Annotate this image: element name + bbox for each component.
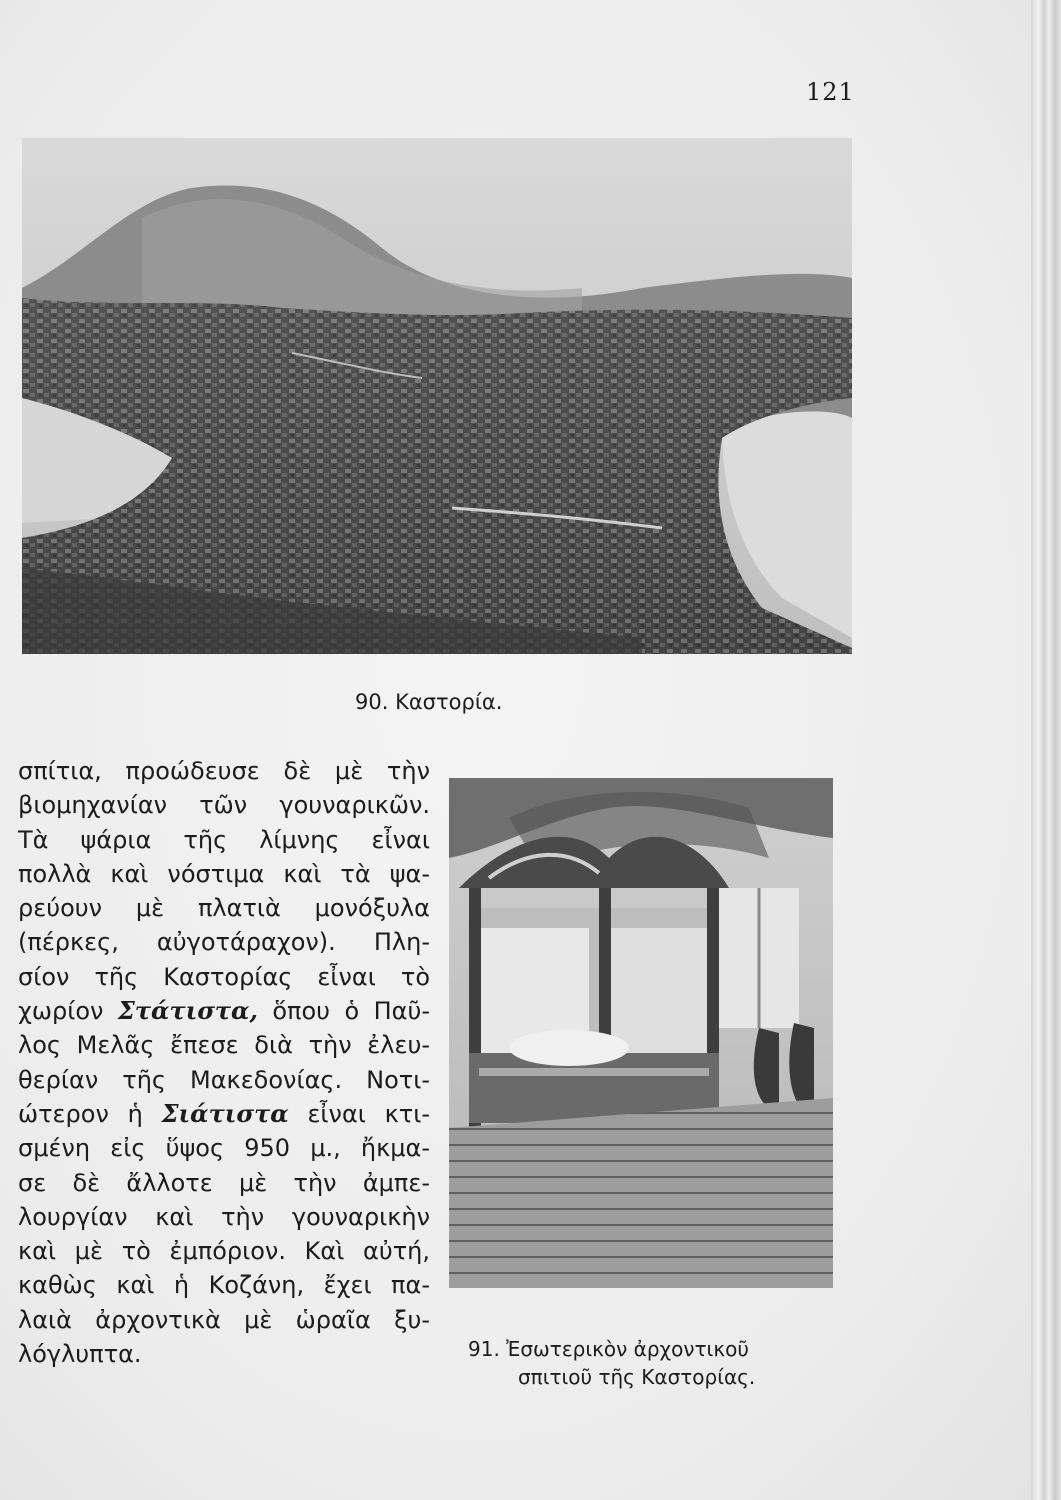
figure-91-caption-line2: σπιτιοῦ τῆς Καστορίας. xyxy=(518,1365,756,1389)
text-line: καθὼς καὶ ἡ Κοζάνη, ἔχει πα- xyxy=(18,1271,430,1300)
text-line: Τὰ ψάρια τῆς λίμνης εἶναι xyxy=(18,825,430,854)
text-line: (πέρκες, αὐγοτάραχον). Πλη- xyxy=(18,928,430,957)
page-edge xyxy=(1031,0,1061,1500)
body-text xyxy=(18,754,430,1371)
text-line: λαιὰ ἀρχοντικὰ μὲ ὡραῖα ξυ- xyxy=(18,1305,430,1334)
place-name-statista: Στάτιστα, xyxy=(117,996,258,1026)
text-line: ώτερον ἡ Σιάτιστα εἶναι κτι- xyxy=(18,1098,431,1128)
text-line: ρεύουν μὲ πλατιὰ μονόξυλα xyxy=(18,894,430,923)
figure-90-caption: 90. Καστορία. xyxy=(355,690,503,714)
place-name-siatista: Σιάτιστα xyxy=(161,1098,289,1128)
text-line: σμένη εἰς ὕψος 950 μ., ἤκμα- xyxy=(18,1134,430,1163)
page-number: 121 xyxy=(806,78,855,106)
text-line: καὶ μὲ τὸ ἐμπόριον. Καὶ αὐτή, xyxy=(18,1237,430,1266)
mansion-interior-photo xyxy=(449,778,833,1288)
text-line: θερίαν τῆς Μακεδονίας. Νοτι- xyxy=(18,1065,430,1094)
text-line: λόγλυπτα. xyxy=(18,1340,142,1369)
text-line: βιομηχανίαν τῶν γουναρικῶν. xyxy=(18,791,430,820)
text-line: σίον τῆς Καστορίας εἶναι τὸ xyxy=(18,962,430,991)
text-line: λος Μελᾶς ἔπεσε διὰ τὴν ἐλευ- xyxy=(18,1031,430,1060)
text-line: πολλὰ καὶ νόστιμα καὶ τὰ ψα- xyxy=(18,859,430,888)
text-line: λουργίαν καὶ τὴν γουναρικὴν xyxy=(18,1202,430,1231)
text-line: σε δὲ ἄλλοτε μὲ τὴν ἀμπε- xyxy=(18,1168,430,1197)
kastoria-aerial-photo xyxy=(22,138,852,654)
figure-91-caption-line1: 91. Ἐσωτερικὸν ἀρχοντικοῦ xyxy=(468,1337,749,1361)
text-line: χωρίον Στάτιστα, ὅπου ὁ Παῦ- xyxy=(18,996,430,1026)
text-line: σπίτια, προώδευσε δὲ μὲ τὴν xyxy=(18,757,430,785)
